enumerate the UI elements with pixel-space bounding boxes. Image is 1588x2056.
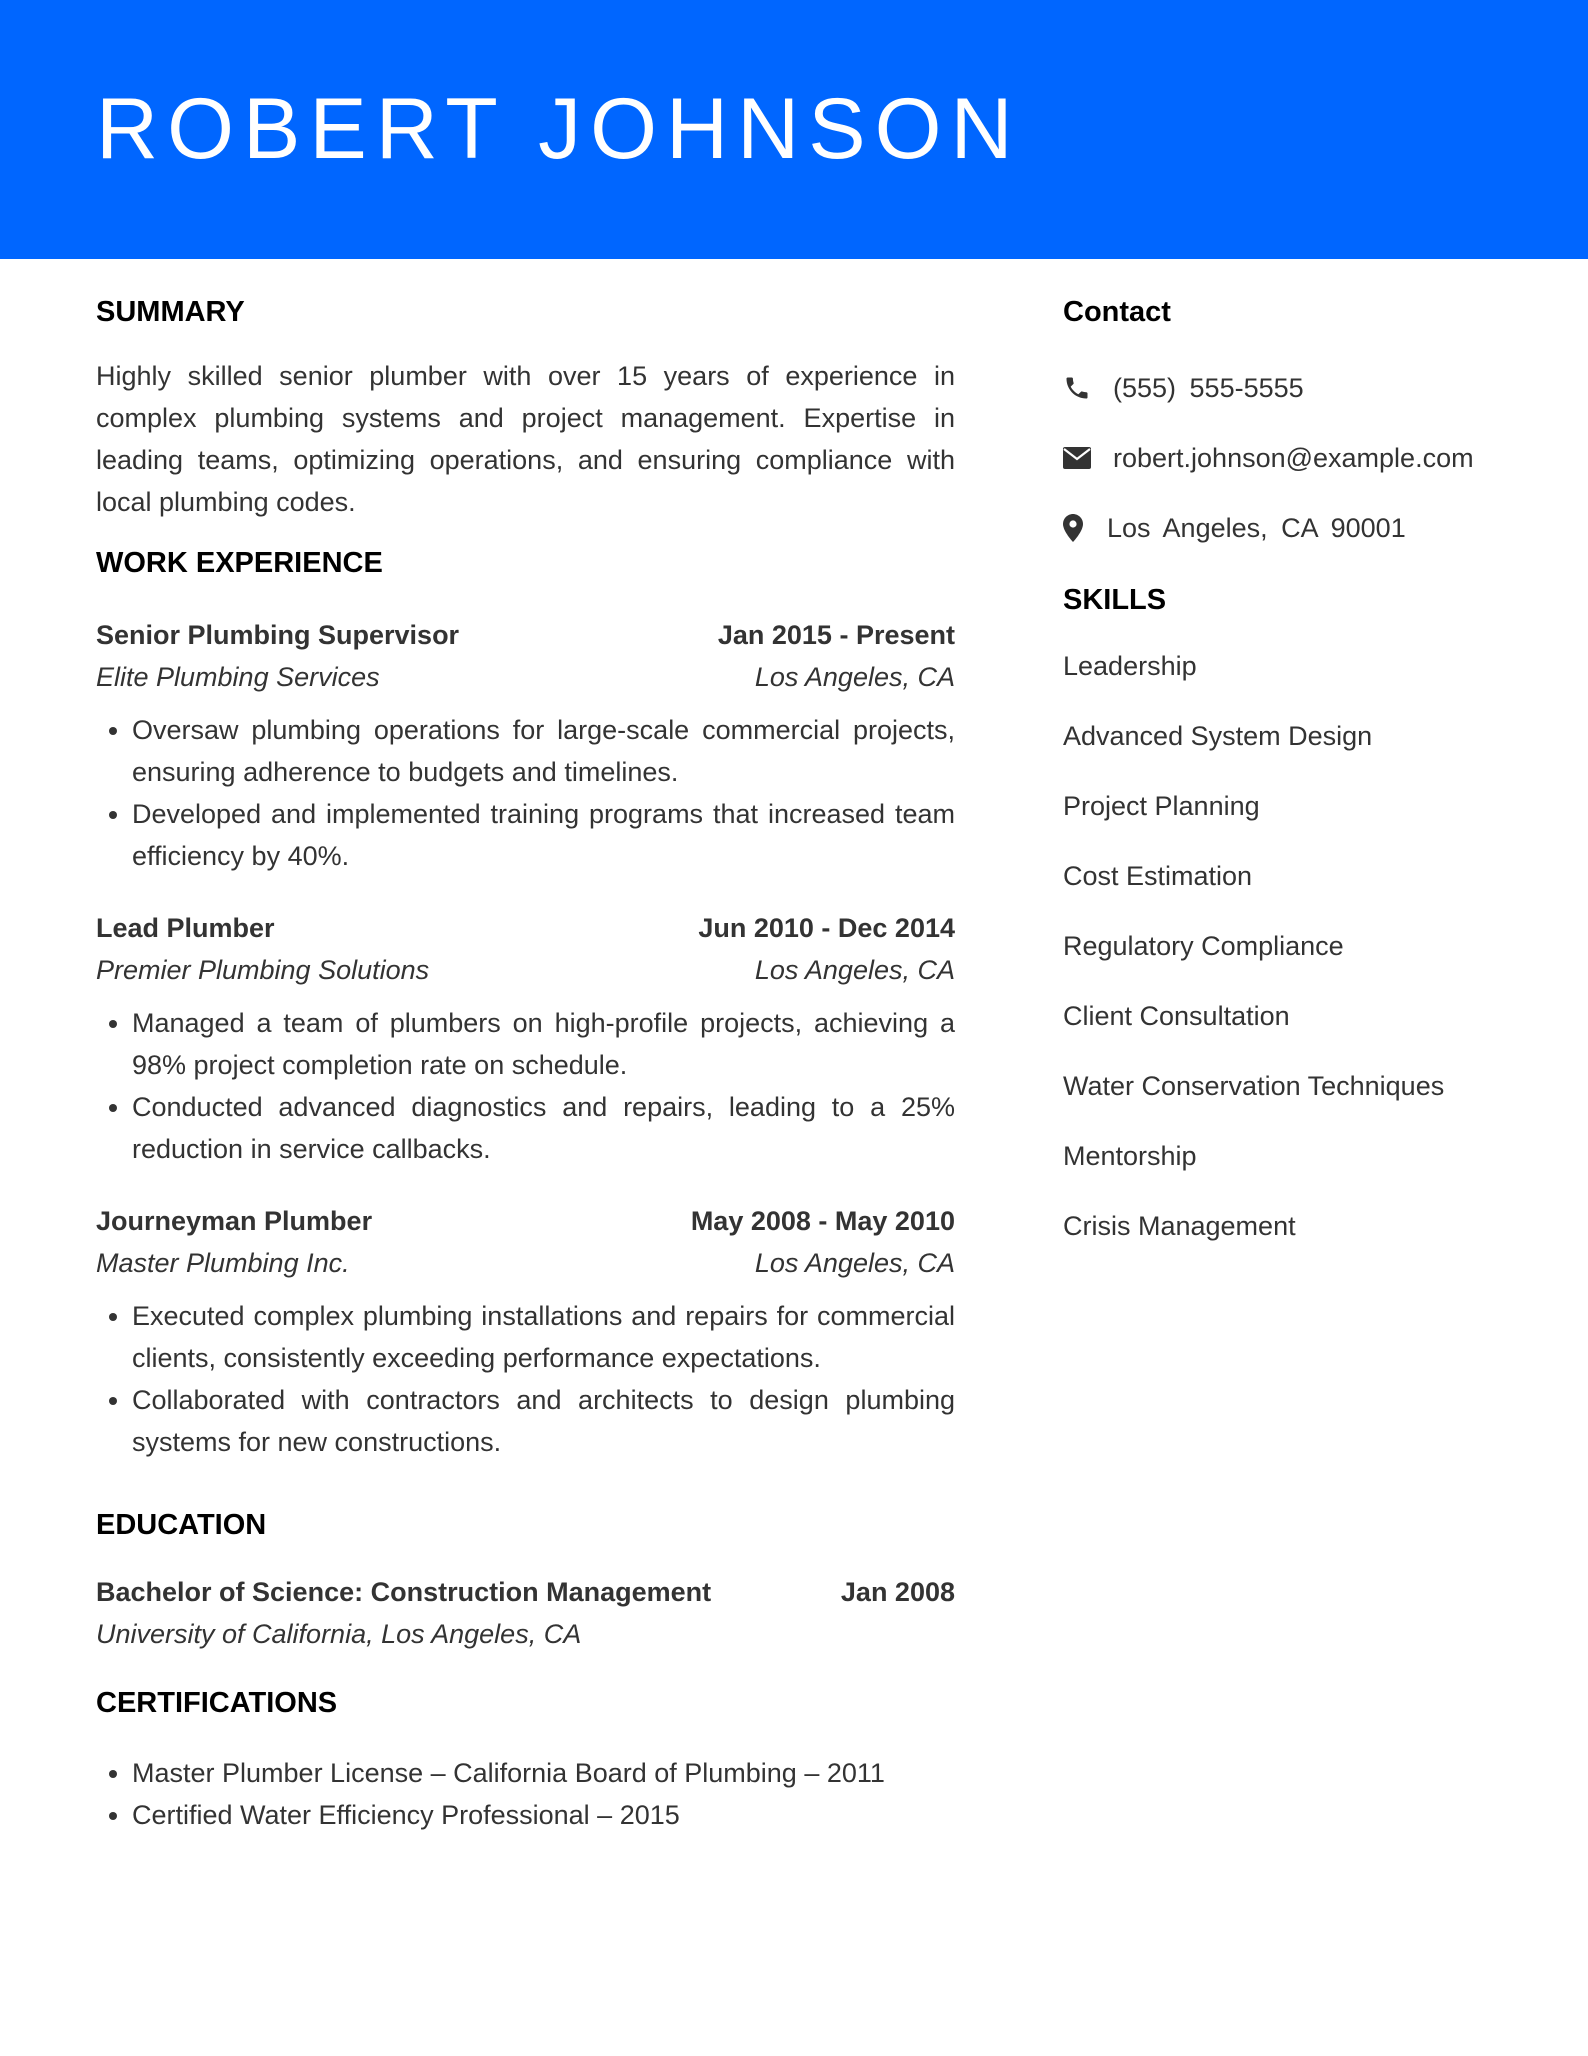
education-entry bbox=[96, 1571, 955, 1655]
certifications-heading: CERTIFICATIONS bbox=[96, 1687, 338, 1719]
job-bullets bbox=[96, 709, 955, 877]
job-entry bbox=[96, 614, 955, 877]
education-school: University of California, Los Angeles, CA bbox=[96, 1619, 582, 1649]
job-location: Los Angeles, CA bbox=[754, 662, 955, 692]
map-pin-icon bbox=[1063, 513, 1087, 543]
job-bullet: • Executed complex plumbing installations and repairs for commercial clients, consistently exceeding performance expectations. bbox=[132, 1295, 955, 1379]
job-entry bbox=[96, 907, 955, 1170]
job-location: Los Angeles, CA bbox=[754, 1248, 955, 1278]
skill-item: Crisis Management bbox=[1063, 1211, 1296, 1241]
summary-heading: SUMMARY bbox=[96, 296, 245, 328]
main-column bbox=[96, 290, 955, 1836]
job-bullet: • Oversaw plumbing operations for large-scale commercial projects, ensuring adherence to budgets and timelines. bbox=[132, 709, 955, 793]
job-company: Elite Plumbing Services bbox=[96, 662, 380, 692]
contact-location-text: Los Angeles, CA 90001 bbox=[1107, 512, 1406, 543]
job-bullet: • Conducted advanced diagnostics and repairs, leading to a 25% reduction in service callbacks. bbox=[132, 1086, 955, 1170]
contact-email-text: robert.johnson@example.com bbox=[1113, 442, 1474, 473]
job-bullet: • Managed a team of plumbers on high-profile projects, achieving a 98% project completion rate on schedule. bbox=[132, 1002, 955, 1086]
education-degree: Bachelor of Science: Construction Management bbox=[96, 1577, 712, 1607]
skill-item: Project Planning bbox=[1063, 791, 1260, 821]
education-heading: EDUCATION bbox=[96, 1509, 267, 1541]
job-company: Premier Plumbing Solutions bbox=[96, 955, 430, 985]
job-bullet: • Collaborated with contractors and architects to design plumbing systems for new constructions. bbox=[132, 1379, 955, 1463]
contact-heading: Contact bbox=[1063, 296, 1171, 328]
envelope-icon bbox=[1063, 443, 1093, 473]
skill-item: Water Conservation Techniques bbox=[1063, 1071, 1445, 1101]
contact-phone-text: (555) 555-5555 bbox=[1113, 372, 1304, 403]
job-role: Journeyman Plumber bbox=[96, 1206, 373, 1236]
job-location: Los Angeles, CA bbox=[754, 955, 955, 985]
skill-item: Client Consultation bbox=[1063, 1001, 1290, 1031]
job-bullets bbox=[96, 1002, 955, 1170]
work-experience-heading: WORK EXPERIENCE bbox=[96, 547, 383, 579]
job-header-row bbox=[96, 1200, 955, 1242]
job-company-row bbox=[96, 656, 955, 698]
job-company: Master Plumbing Inc. bbox=[96, 1248, 350, 1278]
candidate-name: ROBERT JOHNSON bbox=[96, 81, 1022, 177]
skill-item: Cost Estimation bbox=[1063, 861, 1253, 891]
job-dates: Jan 2015 - Present bbox=[717, 620, 955, 650]
certification-item: • Master Plumber License – California Board of Plumbing – 2011 bbox=[132, 1752, 955, 1794]
contact-phone bbox=[1063, 367, 1523, 409]
job-role: Lead Plumber bbox=[96, 913, 275, 943]
skill-item: Advanced System Design bbox=[1063, 721, 1373, 751]
certifications-list bbox=[96, 1752, 955, 1836]
skill-item: Leadership bbox=[1063, 651, 1197, 681]
contact-location bbox=[1063, 507, 1523, 549]
skill-item: Mentorship bbox=[1063, 1141, 1197, 1171]
job-dates: Jun 2010 - Dec 2014 bbox=[698, 913, 955, 943]
education-header-row bbox=[96, 1571, 955, 1613]
skills-list bbox=[1063, 645, 1523, 1247]
phone-icon bbox=[1063, 373, 1093, 403]
skills-heading: SKILLS bbox=[1063, 584, 1167, 616]
education-date: Jan 2008 bbox=[840, 1577, 955, 1607]
education-school-row bbox=[96, 1613, 955, 1655]
job-dates: May 2008 - May 2010 bbox=[690, 1206, 955, 1236]
contact-email bbox=[1063, 437, 1523, 479]
certification-item: • Certified Water Efficiency Professional – 2015 bbox=[132, 1794, 955, 1836]
summary-text: Highly skilled senior plumber with over 15 years of experience in complex plumbing systems and project management. Expertise in leading teams, optimizing operations, and ensuring compliance with local plumbing codes. bbox=[96, 361, 955, 517]
sidebar-column bbox=[1063, 290, 1523, 1275]
job-company-row bbox=[96, 949, 955, 991]
skill-item: Regulatory Compliance bbox=[1063, 931, 1344, 961]
header-banner bbox=[0, 0, 1588, 259]
job-company-row bbox=[96, 1242, 955, 1284]
job-header-row bbox=[96, 614, 955, 656]
job-header-row bbox=[96, 907, 955, 949]
job-bullets bbox=[96, 1295, 955, 1463]
contact-list bbox=[1063, 367, 1523, 549]
job-bullet: • Developed and implemented training programs that increased team efficiency by 40%. bbox=[132, 793, 955, 877]
job-role: Senior Plumbing Supervisor bbox=[96, 620, 460, 650]
job-entry bbox=[96, 1200, 955, 1463]
